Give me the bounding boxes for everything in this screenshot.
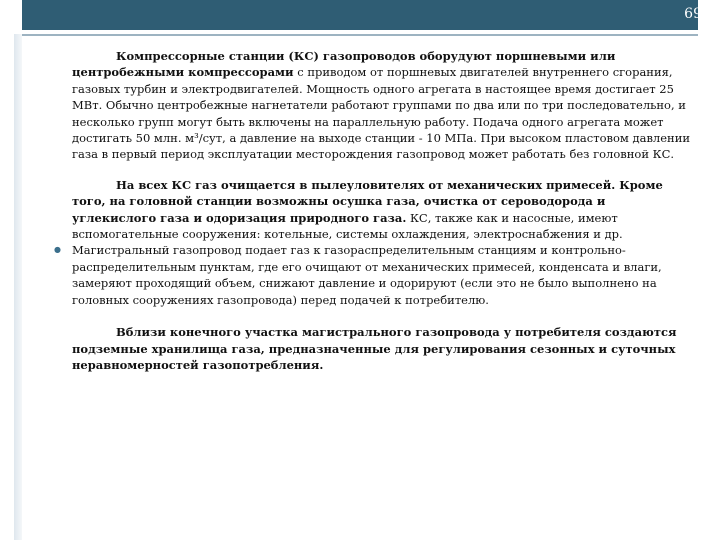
paragraph-2-bullet-text: Магистральный газопровод подает газ к газораспределительным станциям и контрольно-распределительным пунктам, где его очищают от механических примесей, конденсата и влаги, замеряют проходящий объем, снижают давление и одорируют (если это не было выполнено на головных сооружениях газопровода) перед подачей к потребителю. xyxy=(72,243,662,307)
bullet-icon: ● xyxy=(54,245,61,255)
paragraph-3-bold: Вблизи конечного участка магистрального газопровода у потребителя создаются подземные хранилища газа, предназначенные для регулирования сезонных и суточных неравномерностей газопотребления. xyxy=(72,325,677,372)
slide-content xyxy=(54,48,692,373)
paragraph-gas-cleaning xyxy=(54,177,692,308)
left-decor-bar xyxy=(14,0,22,540)
header-block xyxy=(22,0,698,30)
page-number: 69 xyxy=(684,6,702,22)
paragraph-1-bold: Компрессорные станции (КС) газопроводов оборудуют поршневыми или центробежными компрессорами xyxy=(72,49,616,80)
paragraph-2-bold: На всех КС газ очищается в пылеуловителях от механических примесей. Кроме того, на головной станции возможны осушка газа, очистка от сероводорода и углекислого газа и одоризация природного газа. xyxy=(72,177,663,225)
header-underline xyxy=(22,34,698,36)
paragraph-2-text: КС, также как и насосные, имеют вспомогательные сооружения: котельные, системы охлаждения, электроснабжения и др. xyxy=(72,210,623,242)
paragraph-1-text: с приводом от поршневых двигателей внутреннего сгорания, газовых турбин и электродвигателей. Мощность одного агрегата в настоящее время достигает 25 МВт. Обычно центробежные нагнетатели работают группами по два или по три последовательно, и несколько групп могут быть включены на параллельную работу. Подача одного агрегата может достигать 50 млн. м³/сут, а давление на выходе станции - 10 МПа. При высоком пластовом давлении газа в первый период эксплуатации месторождения газопровод может работать без головной КС. xyxy=(72,65,691,162)
paragraph-compressor-stations xyxy=(72,48,692,163)
paragraph-underground-storage xyxy=(72,324,692,373)
